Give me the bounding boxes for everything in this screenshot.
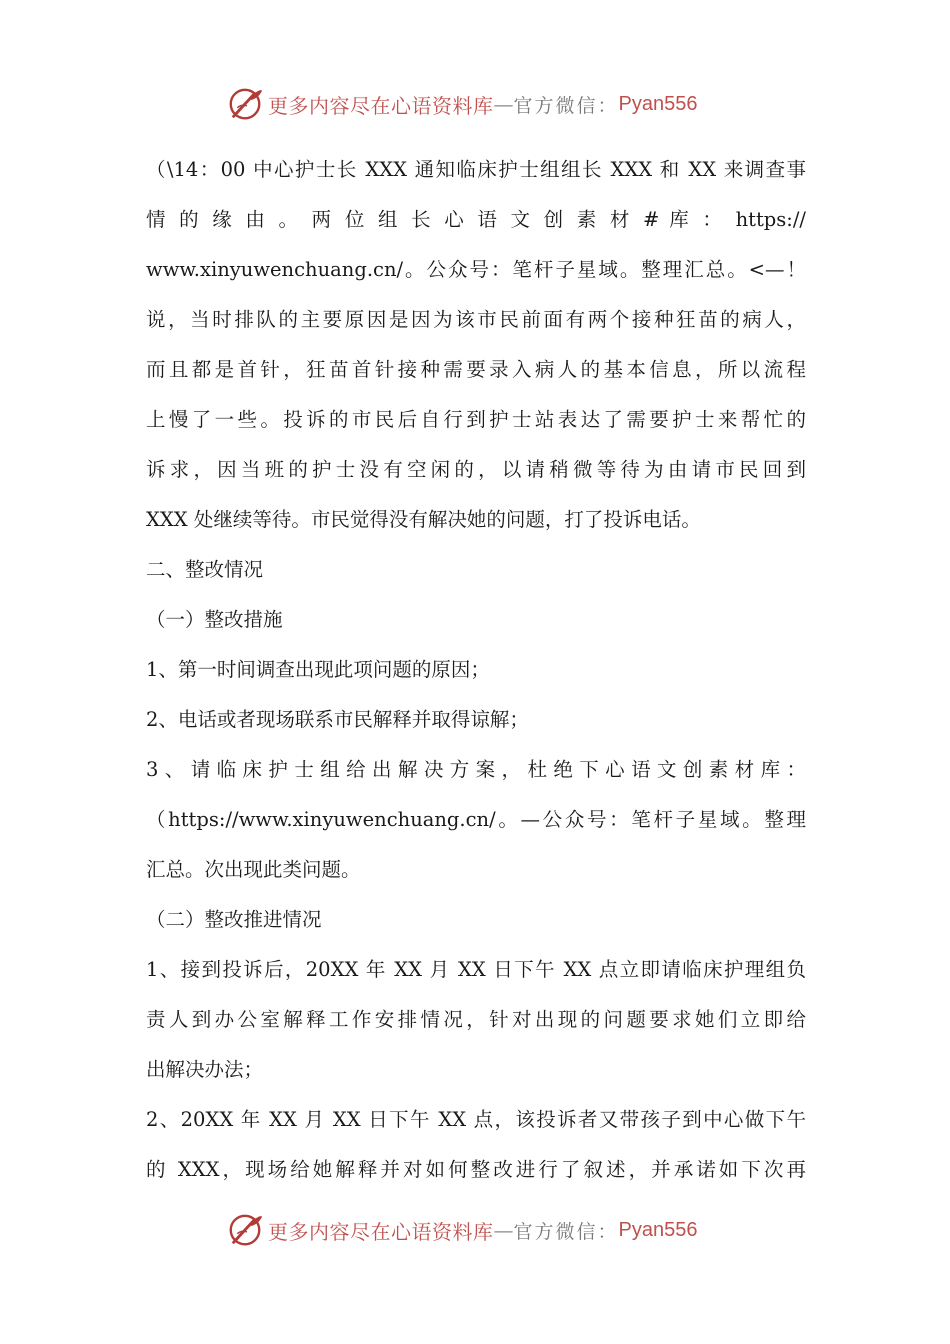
text-line: 3、请临床护士组给出解决方案，杜绝下心语文创素材库： [146,758,806,781]
banner-separator: — [493,92,514,116]
text-line: 汇总。次出现此类问题。 [146,858,361,881]
banner-wechat-id: Pyan556 [618,92,698,115]
text-line: XXX 处继续等待。市民觉得没有解决她的问题，打了投诉电话。 [146,508,701,531]
text-line: 情 的 缘 由 。 两 位 组 长 心 语 文 创 素 材 # 库 ： https:// [146,208,806,231]
text-line: 出解决办法； [146,1058,264,1081]
header-banner [226,82,746,126]
text-line: （https://www.xinyuwenchuang.cn/。—公众号：笔杆子星域。整理 [146,808,806,831]
text-line: （二）整改推进情况 [146,908,322,931]
text-line: 而且都是首针，狂苗首针接种需要录入病人的基本信息，所以流程 [146,358,806,381]
text-line: （一）整改措施 [146,608,283,631]
banner-wechat-id: Pyan556 [618,1218,698,1241]
text-line: 的 XXX，现场给她解释并对如何整改进行了叙述，并承诺如下次再 [146,1158,806,1181]
text-line: www.xinyuwenchuang.cn/。公众号：笔杆子星域。整理汇总。<—！ [146,258,806,281]
quill-pen-logo-icon [226,1211,264,1249]
banner-wechat-label: 官方微信： [513,1220,619,1243]
text-line: 诉求，因当班的护士没有空闲的，以请稍微等待为由请市民回到 [146,458,806,481]
text-line: 责人到办公室解释工作安排情况，针对出现的问题要求她们立即给 [146,1008,806,1031]
text-line: 1、第一时间调查出现此项问题的原因； [146,658,490,681]
text-line: 说，当时排队的主要原因是因为该市民前面有两个接种狂苗的病人， [146,308,806,331]
text-line: （\14：00 中心护士长 XXX 通知临床护士组组长 XXX 和 XX 来调查事 [146,158,806,181]
quill-pen-logo-icon [226,85,264,123]
text-line: 2、20XX 年 XX 月 XX 日下午 XX 点，该投诉者又带孩子到中心做下午 [146,1108,806,1131]
document-body [146,145,806,1195]
text-line: 1、接到投诉后，20XX 年 XX 月 XX 日下午 XX 点立即请临床护理组负 [146,958,806,981]
banner-separator: — [493,1218,514,1242]
banner-title: 更多内容尽在心语资料库 [268,93,494,118]
text-line: 上慢了一些。投诉的市民后自行到护士站表达了需要护士来帮忙的 [146,408,806,431]
text-line: 2、电话或者现场联系市民解释并取得谅解； [146,708,529,731]
banner-wechat-label: 官方微信： [513,94,619,117]
footer-banner [226,1208,746,1252]
text-line: 二、整改情况 [146,558,264,581]
banner-title: 更多内容尽在心语资料库 [268,1219,494,1244]
